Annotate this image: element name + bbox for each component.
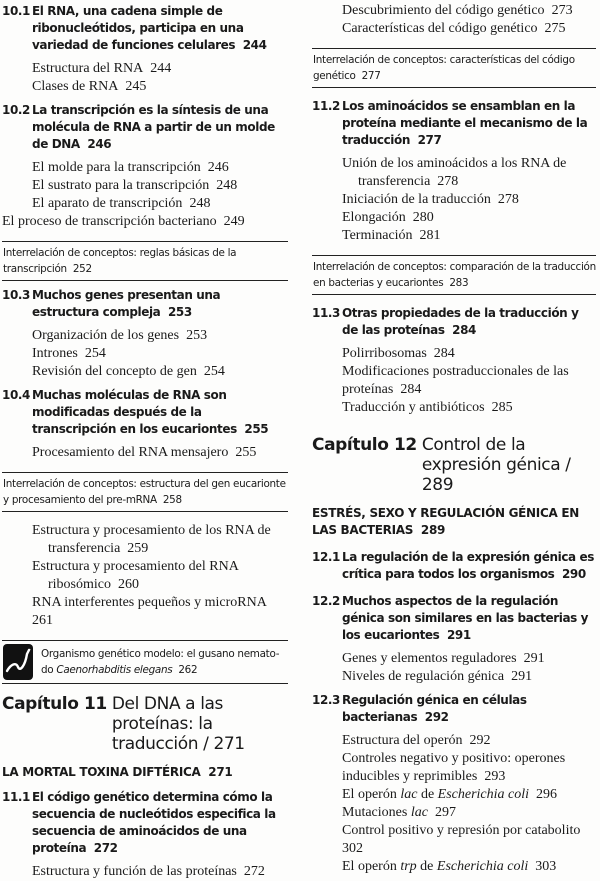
species-name: Escherichia coli (437, 787, 530, 802)
entry-title: Estructura del RNA (32, 61, 144, 76)
toc-entry[interactable] (342, 750, 596, 768)
entry-title: Características del código genético (342, 21, 538, 36)
page-number: 284 (452, 323, 476, 337)
page-number: 280 (412, 210, 434, 225)
entry-title: El aparato de transcripción (32, 196, 183, 211)
entry-title: Estructura del operón (342, 733, 463, 748)
page-number: 255 (244, 422, 269, 436)
section-title: El código genético determina cómo la secuencia de nucleótidos especifica la secuencia de aminoácidos de una proteína (32, 790, 276, 855)
page-number: 254 (203, 364, 225, 379)
page-number: 293 (484, 769, 506, 784)
toc-entry[interactable] (32, 558, 288, 576)
box-title: Interrelación de conceptos: comparación de la traducción en bacterias y eucariontes (313, 261, 596, 289)
page-number: 303 (535, 859, 557, 874)
page-number: 272 (93, 841, 118, 855)
chapter-opener[interactable] (312, 505, 596, 539)
section-title: Otras propiedades de la traducción y de las proteínas (342, 306, 579, 337)
toc-entry[interactable] (32, 159, 288, 177)
toc-entry-continuation[interactable] (32, 576, 288, 594)
page-number: 254 (84, 346, 106, 361)
section-number: 11.1 (2, 790, 31, 804)
page-number: 246 (207, 160, 229, 175)
page-number: 258 (162, 494, 182, 506)
entry-title: El operón (342, 787, 397, 802)
entry-title: Mutaciones (342, 805, 408, 820)
section-number: 10.4 (2, 388, 31, 402)
entry-title: ribosómico (48, 577, 111, 592)
section-heading-10-1[interactable] (2, 3, 288, 54)
toc-entry[interactable] (342, 227, 596, 245)
entry-title: Control positivo y represión por catabolito (342, 823, 581, 838)
page-number: 283 (449, 277, 469, 289)
chapter-title: traducción (111, 734, 199, 754)
toc-entry[interactable] (32, 444, 288, 462)
toc-right-column (300, 0, 600, 876)
entry-title: El molde para la transcripción (32, 160, 201, 175)
section-heading-12-3[interactable] (312, 692, 596, 726)
opener-title: ESTRÉS, SEXO Y REGULACIÓN GÉNICA EN LAS BACTERIAS (312, 506, 579, 537)
page-number: 253 (186, 328, 208, 343)
section-number: 11.2 (312, 99, 341, 113)
chapter-label: Capítulo 12 (312, 435, 417, 455)
toc-entry[interactable] (342, 399, 596, 417)
chapter-label: Capítulo 11 (2, 694, 107, 714)
toc-entry[interactable] (32, 594, 288, 630)
page-number: 248 (216, 178, 238, 193)
entry-title: Estructura y procesamiento del RNA (32, 559, 239, 574)
gene-name: lac (410, 805, 428, 820)
page-number: 244 (242, 38, 267, 52)
entry-title: Modificaciones postraduccionales de las (342, 364, 569, 379)
page-number: 253 (167, 305, 192, 319)
toc-entry-continuation[interactable] (342, 381, 596, 399)
page-number: 248 (189, 196, 211, 211)
section-heading-10-2[interactable] (2, 102, 288, 153)
toc-entry-continuation[interactable] (32, 540, 288, 558)
entry-title: Traducción y antibióticos (342, 400, 485, 415)
toc-entry[interactable] (342, 732, 596, 750)
section-title: La transcripción es la síntesis de una molécula de RNA a partir de un molde de DNA (32, 103, 275, 151)
toc-entry[interactable] (342, 363, 596, 381)
page-number: 284 (400, 382, 422, 397)
species-name: Caenorhabditis elegans (56, 664, 173, 676)
page-number: 289 (420, 523, 446, 537)
page-number: 245 (125, 79, 147, 94)
box-title: Interrelación de conceptos: reglas básicas de la transcripción (3, 247, 237, 275)
toc-entry[interactable] (342, 209, 596, 227)
toc-entry[interactable] (342, 20, 596, 38)
section-heading-12-2[interactable] (312, 593, 596, 644)
page-number: 297 (434, 805, 456, 820)
entry-title: Estructura y procesamiento de los RNA de (32, 523, 271, 538)
page-number: 289 (421, 475, 454, 495)
entry-title: Controles negativo y positivo: operones (342, 751, 566, 766)
entry-title: Clases de RNA (32, 79, 119, 94)
page-number: 249 (223, 214, 245, 229)
concept-box-traduccion[interactable] (312, 255, 596, 295)
page-number: 302 (342, 841, 363, 856)
toc-entry[interactable] (32, 522, 288, 540)
page-number: 291 (523, 651, 545, 666)
gene-name: trp (400, 859, 417, 874)
page-number: 262 (178, 664, 198, 676)
entry-title: El operón (342, 859, 397, 874)
section-title: La regulación de la expresión génica es crítica para todos los organismos (342, 550, 595, 581)
entry-title: Estructura y función de las proteínas (32, 864, 237, 879)
section-number: 12.2 (312, 594, 341, 608)
concept-box-codigo-genetico[interactable] (312, 48, 596, 88)
separator: / (203, 734, 209, 754)
entry-title: transferencia (358, 174, 431, 189)
section-heading-11-1[interactable] (2, 789, 288, 857)
page-number: 277 (361, 70, 381, 82)
toc-entry[interactable] (32, 195, 288, 213)
toc-entry[interactable] (342, 786, 596, 804)
separator: / (565, 455, 571, 475)
toc-entry[interactable] (342, 650, 596, 668)
page-number: 275 (544, 21, 566, 36)
entry-title: Terminación (342, 228, 413, 243)
chapter-12-heading[interactable] (312, 435, 596, 495)
page-number: 252 (72, 263, 92, 275)
box-title: Interrelación de conceptos: características del código genético (313, 54, 575, 82)
page-number: 278 (437, 174, 459, 189)
section-number: 12.1 (312, 550, 341, 564)
page-number: 273 (551, 3, 573, 18)
box-title: Interrelación de conceptos: estructura del gen eucarionte y procesamiento del pre-mRNA (3, 478, 286, 506)
toc-entry[interactable] (342, 668, 596, 686)
entry-title: Revisión del concepto de gen (32, 364, 197, 379)
page-number: 290 (561, 567, 586, 581)
entry-title: El sustrato para la transcripción (32, 178, 210, 193)
entry-title: Iniciación de la traducción (342, 192, 491, 207)
toc-entry[interactable] (32, 363, 288, 381)
section-title: Muchos aspectos de la regulación génica son similares en las bacterias y los eucariontes (342, 594, 589, 642)
page-number: 291 (446, 628, 471, 642)
section-title: Muchos genes presentan una estructura compleja (32, 288, 221, 319)
toc-entry-continuation[interactable] (342, 173, 596, 191)
page-number: 246 (87, 137, 112, 151)
section-heading-12-1[interactable] (312, 549, 596, 583)
chapter-opener[interactable] (2, 764, 288, 781)
chapter-title: Del DNA a las proteínas: la (111, 694, 223, 734)
model-organism-box[interactable] (2, 640, 288, 684)
entry-title: transferencia (48, 541, 121, 556)
section-number: 11.3 (312, 306, 341, 320)
concept-box-reglas-basicas[interactable] (2, 241, 288, 281)
entry-title: inducibles y reprimibles (342, 769, 478, 784)
page-number: 292 (424, 710, 449, 724)
page-number: 296 (536, 787, 558, 802)
entry-title: proteínas (342, 382, 394, 397)
entry-title: Intrones (32, 346, 78, 361)
toc-entry[interactable] (32, 78, 288, 96)
section-heading-11-3[interactable] (312, 305, 596, 339)
page-number: 291 (511, 669, 533, 684)
box-title: Organismo genético modelo: el gusano nemato- (41, 648, 280, 660)
species-name: Escherichia coli (436, 859, 529, 874)
page-number: 255 (235, 445, 257, 460)
page-number: 261 (32, 613, 53, 628)
section-number: 10.3 (2, 288, 31, 302)
gene-name: lac (400, 787, 418, 802)
toc-entry[interactable] (32, 863, 288, 881)
chapter-11-heading[interactable] (2, 694, 288, 754)
page-number: 285 (491, 400, 513, 415)
section-title: Regulación génica en células bacterianas (342, 693, 527, 724)
toc-entry[interactable] (342, 155, 596, 173)
page-number: 260 (118, 577, 139, 592)
entry-title: de (420, 859, 434, 874)
toc-entry[interactable] (32, 327, 288, 345)
section-heading-11-2[interactable] (312, 98, 596, 149)
section-title: Muchas moléculas de RNA son modificadas después de la transcripción en los eucariontes (32, 388, 237, 436)
page-number: 292 (469, 733, 491, 748)
opener-title: LA MORTAL TOXINA DIFTÉRICA (2, 765, 201, 779)
entry-title: Niveles de regulación génica (342, 669, 505, 684)
chapter-title: Control de la expresión (421, 435, 526, 475)
page-number: 278 (497, 192, 519, 207)
box-title-cont: do (41, 664, 54, 676)
section-title: El RNA, una cadena simple de ribonucleótidos, participa en una variedad de funciones celulares (32, 4, 244, 52)
section-number: 12.3 (312, 693, 341, 707)
entry-title: de (420, 787, 435, 802)
entry-title: Procesamiento del RNA mensajero (32, 445, 229, 460)
page-number: 277 (417, 133, 442, 147)
toc-entry[interactable] (32, 60, 288, 78)
toc-entry[interactable] (342, 2, 596, 20)
toc-entry[interactable] (342, 191, 596, 209)
toc-entry[interactable] (342, 858, 596, 876)
page-number: 244 (150, 61, 172, 76)
entry-title: Descubrimiento del código genético (342, 3, 545, 18)
toc-entry[interactable] (342, 345, 596, 363)
chapter-title: génica (506, 455, 561, 475)
toc-left-column (0, 0, 292, 881)
entry-title: RNA interferentes pequeños y microRNA (32, 595, 267, 610)
section-number: 10.2 (2, 103, 31, 117)
section-heading-10-4[interactable] (2, 387, 288, 438)
entry-title: Unión de los aminoácidos a los RNA de (342, 156, 567, 171)
nematode-worm-icon (3, 644, 33, 680)
section-title: Los aminoácidos se ensamblan en la proteína mediante el mecanismo de la traducción (342, 99, 588, 147)
page-number: 281 (419, 228, 441, 243)
page-number: 271 (208, 765, 233, 779)
section-heading-10-3[interactable] (2, 287, 288, 321)
page-number: 284 (433, 346, 455, 361)
toc-entry[interactable] (32, 345, 288, 363)
section-number: 10.1 (2, 4, 31, 18)
concept-box-gen-eucarionte[interactable] (2, 472, 288, 512)
toc-entry[interactable] (342, 804, 596, 822)
page-number: 259 (127, 541, 149, 556)
toc-entry[interactable] (342, 822, 596, 858)
entry-title: Organización de los genes (32, 328, 180, 343)
entry-title: Elongación (342, 210, 406, 225)
entry-title: El proceso de transcripción bacteriano (2, 214, 217, 229)
toc-entry[interactable] (2, 213, 288, 231)
toc-entry-continuation[interactable] (342, 768, 596, 786)
toc-entry[interactable] (32, 177, 288, 195)
entry-title: Polirribosomas (342, 346, 427, 361)
entry-title: Genes y elementos reguladores (342, 651, 517, 666)
page-number: 272 (243, 864, 265, 879)
page-number: 271 (213, 734, 245, 754)
